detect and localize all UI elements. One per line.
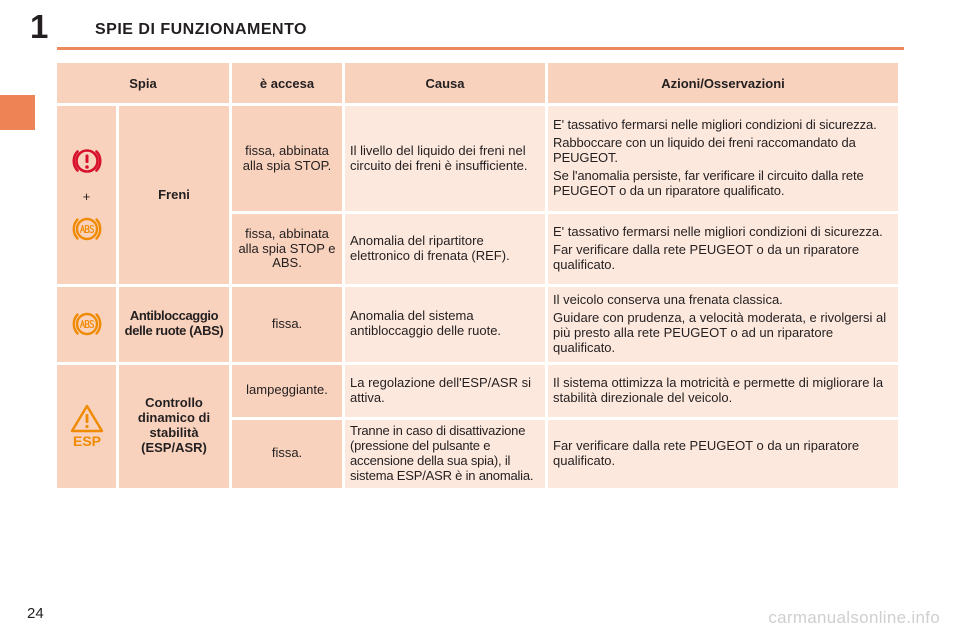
header-causa: Causa (345, 63, 545, 103)
state-cell: lampeggiante. (232, 365, 342, 417)
state-cell: fissa, abbinata alla spia STOP. (232, 106, 342, 211)
action-item: E' tassativo fermarsi nelle migliori condizioni di sicurezza. (553, 224, 883, 240)
page-number: 24 (27, 605, 44, 622)
actions-cell (548, 365, 898, 417)
abs-label: Antibloccaggio delle ruote (ABS) (119, 287, 229, 362)
table-row (57, 365, 898, 417)
action-item: Far verificare dalla rete PEUGEOT o da un riparatore qualificato. (553, 242, 860, 272)
actions-cell (548, 214, 898, 284)
action-item: Il sistema ottimizza la motricità e permette di migliorare la stabilità direzionale del veicolo. (553, 374, 884, 405)
header-accesa: è accesa (232, 63, 342, 103)
esp-label: Controllo dinamico di stabilità (ESP/ASR) (119, 365, 229, 488)
table-header-row (57, 63, 898, 103)
esp-icon-cell (57, 365, 116, 488)
chapter-tab-marker (0, 95, 35, 130)
watermark: carmanualsonline.info (768, 608, 940, 627)
cause-cell: Anomalia del sistema antibloccaggio delle ruote. (345, 287, 545, 362)
table-row (57, 287, 898, 362)
actions-cell (548, 287, 898, 362)
state-cell: fissa. (232, 420, 342, 488)
table-row (57, 106, 898, 211)
abs-icon (70, 307, 104, 341)
action-item: Far verificare dalla rete PEUGEOT o da un riparatore qualificato. (553, 437, 860, 468)
action-item: Rabboccare con un liquido dei freni raccomandato da PEUGEOT. (553, 135, 856, 166)
chapter-number: 1 (30, 8, 49, 45)
action-item: Il veicolo conserva una frenata classica. (553, 292, 783, 307)
plus-separator: + (82, 188, 91, 204)
header-azioni: Azioni/Osservazioni (548, 63, 898, 103)
cause-cell: La regolazione dell'ESP/ASR si attiva. (345, 365, 545, 417)
warning-lights-table (54, 60, 901, 491)
cause-cell: Tranne in caso di disattivazione (pressione del pulsante e accensione della sua spia), il sistema ESP/ASR è in anomalia. (345, 420, 545, 488)
abs-icon (70, 212, 104, 246)
cause-cell: Il livello del liquido dei freni nel circuito dei freni è insufficiente. (345, 106, 545, 211)
action-item: Guidare con prudenza, a velocità moderata, e rivolgersi al più presto alla rete PEUGEOT o ad un riparatore qualificato. (553, 309, 887, 355)
header-spia: Spia (57, 63, 229, 103)
header-rule (57, 47, 904, 50)
freni-icons-cell (57, 106, 116, 284)
chapter-title: SPIE DI FUNZIONAMENTO (95, 21, 307, 38)
abs-icon-cell (57, 287, 116, 362)
esp-warning-icon (69, 403, 105, 449)
esp-icon-text: ESP (72, 433, 101, 450)
action-item: Se l'anomalia persiste, far verificare il circuito dalla rete PEUGEOT o da un riparatore qualificato. (553, 167, 864, 198)
actions-cell (548, 420, 898, 488)
brake-warning-icon (70, 144, 104, 178)
state-cell: fissa. (232, 287, 342, 362)
actions-cell (548, 106, 898, 211)
freni-label: Freni (119, 106, 229, 284)
cause-cell: Anomalia del ripartitore elettronico di frenata (REF). (345, 214, 545, 284)
state-cell: fissa, abbinata alla spia STOP e ABS. (232, 214, 342, 284)
action-item: E' tassativo fermarsi nelle migliori condizioni di sicurezza. (553, 117, 877, 133)
